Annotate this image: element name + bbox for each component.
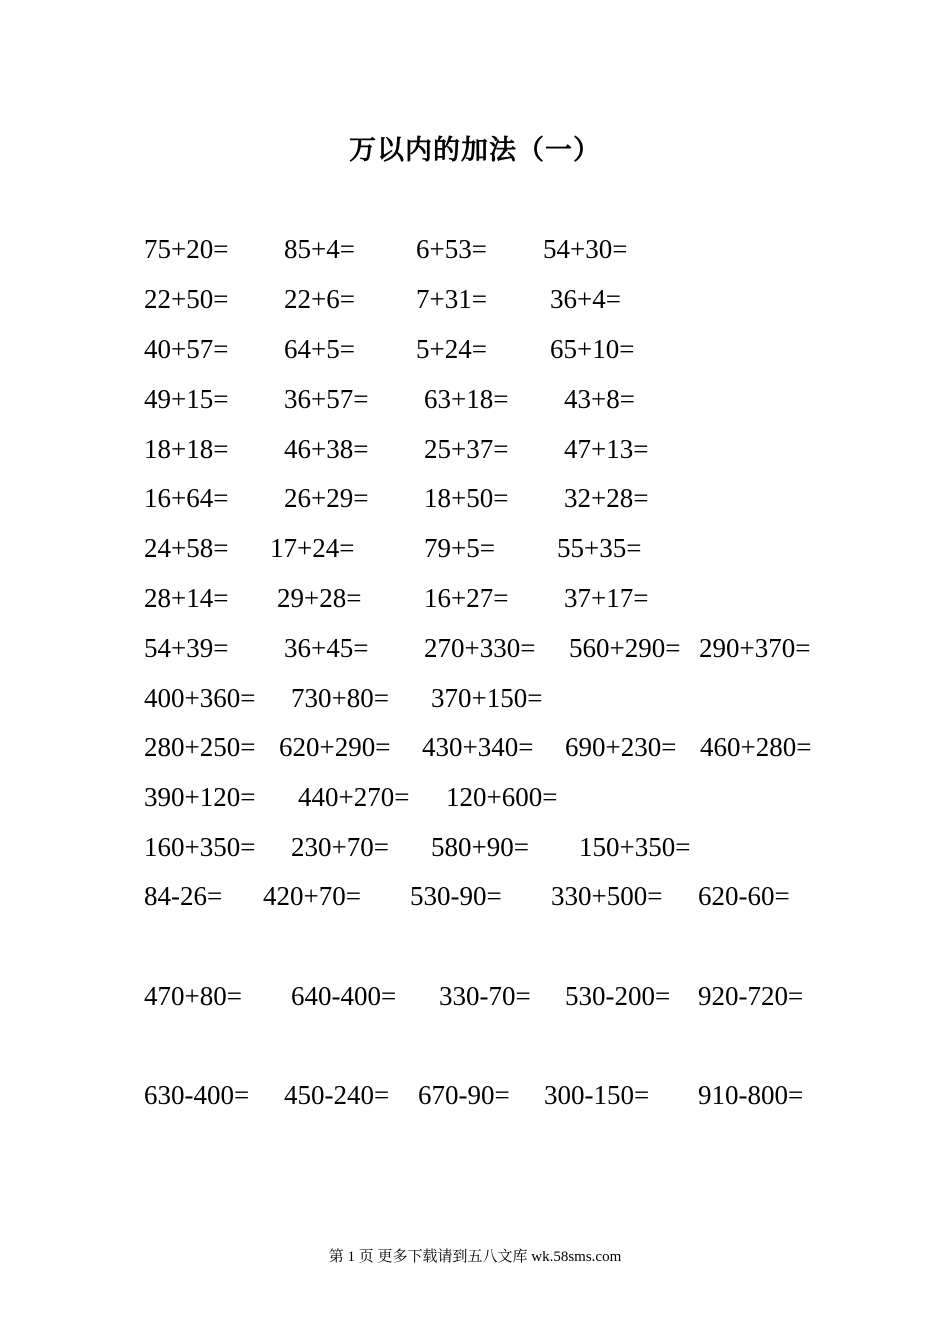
exercise: 7+31= <box>416 284 487 314</box>
exercise: 730+80= <box>291 683 389 713</box>
exercise: 450-240= <box>284 1080 390 1110</box>
exercise: 75+20= <box>144 234 229 264</box>
exercise: 54+30= <box>543 234 628 264</box>
page-title: 万以内的加法（一） <box>349 135 601 166</box>
exercise: 16+27= <box>424 583 509 613</box>
exercise: 630-400= <box>144 1080 250 1110</box>
exercise: 640-400= <box>291 981 397 1011</box>
exercise: 620-60= <box>698 881 790 911</box>
exercise: 330-70= <box>439 981 531 1011</box>
exercise: 580+90= <box>431 832 529 862</box>
exercise: 54+39= <box>144 633 229 663</box>
exercise: 36+4= <box>550 284 621 314</box>
exercise: 270+330= <box>424 633 536 663</box>
exercise: 280+250= <box>144 732 256 762</box>
exercise: 16+64= <box>144 483 229 513</box>
exercise: 370+150= <box>431 683 543 713</box>
exercise: 5+24= <box>416 334 487 364</box>
exercise: 300-150= <box>544 1080 650 1110</box>
exercise: 37+17= <box>564 583 649 613</box>
exercise: 79+5= <box>424 533 495 563</box>
exercise: 6+53= <box>416 234 487 264</box>
exercise: 560+290= <box>569 633 681 663</box>
exercise: 40+57= <box>144 334 229 364</box>
exercise: 47+13= <box>564 434 649 464</box>
exercise: 18+18= <box>144 434 229 464</box>
exercise: 28+14= <box>144 583 229 613</box>
exercise: 29+28= <box>277 583 362 613</box>
exercise: 530-90= <box>410 881 502 911</box>
exercise: 120+600= <box>446 782 558 812</box>
exercise: 920-720= <box>698 981 804 1011</box>
exercise: 24+58= <box>144 533 229 563</box>
exercise: 420+70= <box>263 881 361 911</box>
exercise: 290+370= <box>699 633 811 663</box>
exercise: 43+8= <box>564 384 635 414</box>
exercise: 63+18= <box>424 384 509 414</box>
exercise: 17+24= <box>270 533 355 563</box>
exercise: 85+4= <box>284 234 355 264</box>
exercise: 22+50= <box>144 284 229 314</box>
exercise: 150+350= <box>579 832 691 862</box>
exercise: 440+270= <box>298 782 410 812</box>
page-footer: 第 1 页 更多下载请到五八文库 wk.58sms.com <box>328 1249 622 1265</box>
exercise: 84-26= <box>144 881 223 911</box>
exercise: 910-800= <box>698 1080 804 1110</box>
exercise: 36+45= <box>284 633 369 663</box>
exercise: 49+15= <box>144 384 229 414</box>
exercise: 620+290= <box>279 732 391 762</box>
exercise: 160+350= <box>144 832 256 862</box>
exercise: 400+360= <box>144 683 256 713</box>
exercise: 46+38= <box>284 434 369 464</box>
exercise: 470+80= <box>144 981 242 1011</box>
exercise: 26+29= <box>284 483 369 513</box>
exercise: 530-200= <box>565 981 671 1011</box>
exercise: 64+5= <box>284 334 355 364</box>
exercise: 32+28= <box>564 483 649 513</box>
exercise: 65+10= <box>550 334 635 364</box>
exercise: 22+6= <box>284 284 355 314</box>
exercise: 390+120= <box>144 782 256 812</box>
exercise: 18+50= <box>424 483 509 513</box>
exercise: 330+500= <box>551 881 663 911</box>
exercise: 230+70= <box>291 832 389 862</box>
exercise: 55+35= <box>557 533 642 563</box>
exercise: 670-90= <box>418 1080 510 1110</box>
exercise: 430+340= <box>422 732 534 762</box>
exercise: 36+57= <box>284 384 369 414</box>
exercise: 690+230= <box>565 732 677 762</box>
exercise: 460+280= <box>700 732 812 762</box>
exercise: 25+37= <box>424 434 509 464</box>
